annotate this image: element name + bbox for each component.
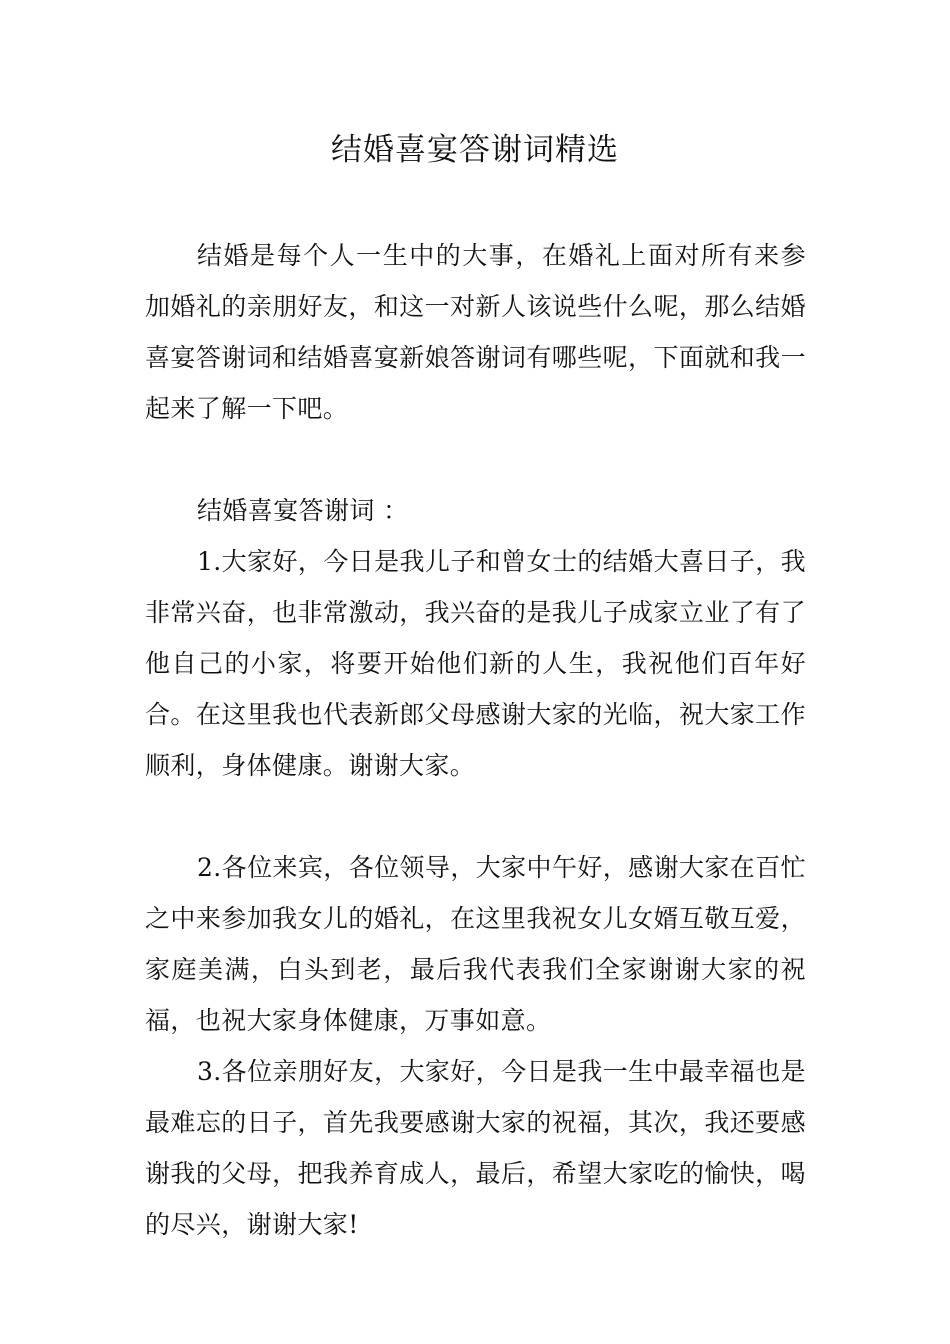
speech-item-1: 1.大家好，今日是我儿子和曾女士的结婚大喜日子，我非常兴奋，也非常激动，我兴奋的是我儿子成家立业了有了他自己的小家，将要开始他们新的人生，我祝他们百年好合。在这里我也代表新郎父母感谢大家的光临，祝大家工作顺利，身体健康。谢谢大家。 xyxy=(145,547,806,780)
speech-item-3: 3.各位亲朋好友，大家好，今日是我一生中最幸福也是最难忘的日子，首先我要感谢大家的祝福，其次，我还要感谢我的父母，把我养育成人，最后，希望大家吃的愉快，喝的尽兴，谢谢大家! xyxy=(145,1057,806,1239)
speech-item-2: 2.各位来宾，各位领导，大家中午好，感谢大家在百忙之中来参加我女儿的婚礼，在这里我祝女儿女婿互敬互爱，家庭美满，白头到老，最后我代表我们全家谢谢大家的祝福，也祝大家身体健康，万事如意。 xyxy=(145,853,806,1035)
document-title: 结婚喜宴答谢词精选 xyxy=(331,132,619,168)
document-body xyxy=(145,230,806,1250)
paragraph-spacer xyxy=(145,791,806,842)
intro-paragraph: 结婚是每个人一生中的大事，在婚礼上面对所有来参加婚礼的亲朋好友，和这一对新人该说些什么呢，那么结婚喜宴答谢词和结婚喜宴新娘答谢词有哪些呢，下面就和我一起来了解一下吧。 xyxy=(145,241,806,423)
section-heading: 结婚喜宴答谢词 ： xyxy=(197,496,409,525)
paragraph-spacer xyxy=(145,434,806,485)
